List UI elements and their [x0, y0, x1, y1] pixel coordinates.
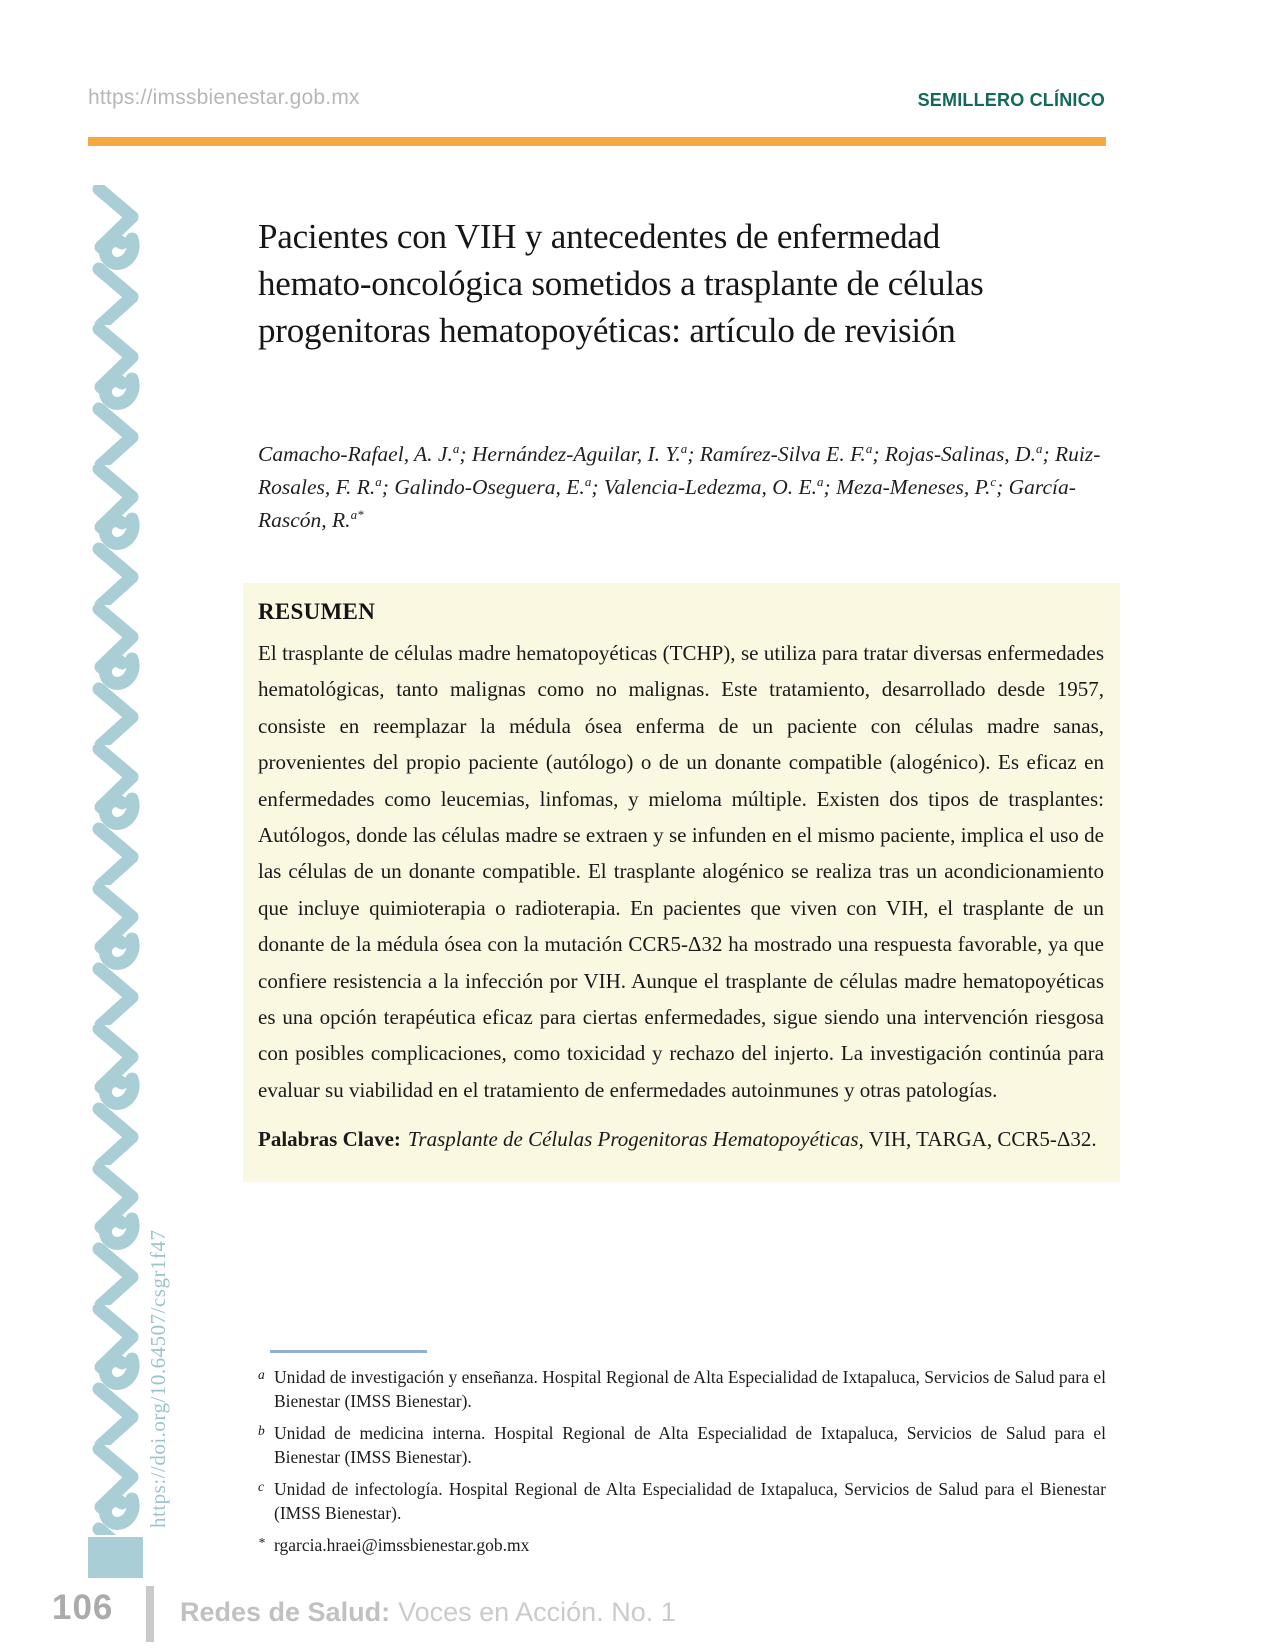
- footnotes: [258, 1366, 1106, 1567]
- author-line: Camacho-Rafael, A. J.$^a$; Hernández-Aguilar, I. Y.$^a$; Ramírez-Silva E. F.$^a$; Rojas-Salinas, D.$^a$; Ruiz-Rosales, F. R.$^a$; Galindo-Oseguera, E.$^a$; Valencia-Ledezma, O. E.$^a$; Meza-Meneses, P.$^c$; García-Rascón, R.$^{a*}$: [258, 440, 1101, 532]
- keywords-italic: Trasplante de Células Progenitoras Hematopoyéticas: [407, 1127, 859, 1152]
- article-title: Pacientes con VIH y antecedentes de enfermedad hemato-oncológica sometidos a trasplante de células progenitoras hematopoyéticas: artículo de revisión: [258, 217, 984, 350]
- author-name: Ruiz-Rosales, F. R.: [258, 442, 1101, 499]
- author-affiliation-sup: a*: [350, 506, 364, 522]
- footer-journal-issue: Voces en Acción. No. 1: [398, 1597, 676, 1627]
- author-affiliation-sup: a: [1035, 440, 1043, 456]
- author-affiliation-sup: a: [375, 473, 382, 489]
- author-name: Meza-Meneses, P.: [836, 475, 991, 499]
- footer-journal-line: [180, 1597, 676, 1628]
- footnote-rule: [270, 1350, 427, 1353]
- footnote-text: Unidad de medicina interna. Hospital Regional de Alta Especialidad de Ixtapaluca, Servicios de Salud para el Bienestar (IMSS Bienestar).: [274, 1423, 1106, 1467]
- footnote-marker: c: [258, 1479, 264, 1494]
- footnote: [258, 1478, 1106, 1525]
- author-name: Rojas-Salinas, D.: [884, 442, 1036, 466]
- page-number: 106: [52, 1588, 114, 1627]
- footnote-text: Unidad de investigación y enseñanza. Hospital Regional de Alta Especialidad de Ixtapaluca, Servicios de Salud para el Bienestar (IMSS Bienestar).: [274, 1367, 1106, 1411]
- header-section-label: SEMILLERO CLÍNICO: [917, 90, 1105, 110]
- footnote: [258, 1422, 1106, 1469]
- footnote-marker: *: [258, 1535, 265, 1550]
- footnote: [258, 1534, 1106, 1558]
- header-orange-rule: [88, 137, 1106, 146]
- footnote-text: Unidad de infectología. Hospital Regional de Alta Especialidad de Ixtapaluca, Servicios de Salud para el Bienestar (IMSS Bienestar).: [274, 1479, 1106, 1523]
- abstract-body: El trasplante de células madre hematopoyéticas (TCHP), se utiliza para tratar diversas enfermedades hematológicas, tanto malignas como no malignas. Este tratamiento, desarrollado desde 1957, consiste en reemplazar la médula ósea enferma de un paciente con células madre sanas, provenientes del propio paciente (autólogo) o de un donante compatible (alogénico). Es eficaz en enfermedades como leucemias, linfomas, y mieloma múltiple. Existen dos tipos de trasplantes: Autólogos, donde las células madre se extraen y se infunden en el mismo paciente, implica el uso de las células de un donante compatible. El trasplante alogénico se realiza tras un acondicionamiento que incluye quimioterapia o radioterapia. En pacientes que viven con VIH, el trasplante de un donante de la médula ósea con la mutación CCR5-Δ32 ha mostrado una respuesta favorable, ya que confiere resistencia a la infección por VIH. Aunque el trasplante de células madre hematopoyéticas es una opción terapéutica eficaz para ciertas enfermedades, sigue siendo una intervención riesgosa con posibles complicaciones, como toxicidad y rechazo del injerto. La investigación continúa para evaluar su viabilidad en el tratamiento de enfermedades autoinmunes y otras patologías.: [258, 641, 1104, 1102]
- footer-divider-bar: [146, 1586, 154, 1642]
- author-affiliation-sup: c: [990, 473, 997, 489]
- left-decorative-band: [88, 185, 143, 1578]
- keywords-label: Palabras Clave:: [258, 1127, 401, 1152]
- author-name: Valencia-Ledezma, O. E.: [603, 475, 818, 499]
- keywords-line: [258, 1121, 1104, 1157]
- author-name: Galindo-Oseguera, E.: [394, 475, 585, 499]
- author-affiliation-sup: a: [865, 440, 873, 456]
- abstract-heading: RESUMEN: [258, 599, 376, 624]
- doi-link[interactable]: https://doi.org/10.64507/csgr1f47: [146, 1229, 170, 1528]
- author-affiliation-sup: a: [452, 440, 460, 456]
- author-affiliation-sup: a: [680, 440, 688, 456]
- header-url: https://imssbienestar.gob.mx: [88, 86, 360, 109]
- footer-journal-name: Redes de Salud:: [180, 1597, 391, 1627]
- author-affiliation-sup: a: [817, 473, 824, 489]
- footnote: [258, 1366, 1106, 1413]
- keywords-rest: , VIH, TARGA, CCR5-Δ32.: [858, 1127, 1097, 1152]
- author-name: García-Rascón, R.: [258, 475, 1076, 532]
- footnote-marker: b: [258, 1423, 265, 1438]
- footnote-marker: a: [258, 1367, 265, 1382]
- footnote-email[interactable]: rgarcia.hraei@imssbienestar.gob.mx: [274, 1535, 530, 1555]
- author-name: Ramírez-Silva E. F.: [699, 442, 866, 466]
- author-name: Camacho-Rafael, A. J.: [258, 442, 453, 466]
- author-affiliation-sup: a: [584, 473, 592, 489]
- abstract-box: [243, 583, 1120, 1182]
- greca-pattern-icon: [88, 185, 143, 1578]
- author-name: Hernández-Aguilar, I. Y.: [471, 442, 681, 466]
